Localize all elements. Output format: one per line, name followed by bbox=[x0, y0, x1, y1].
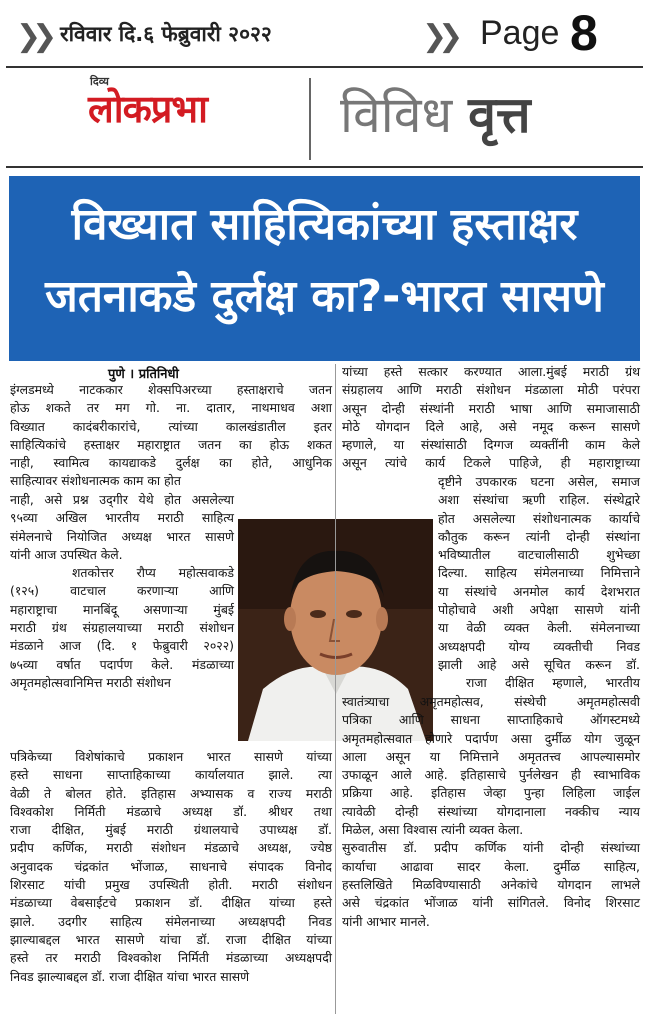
article-text-line: इंग्लडमध्ये नाटककार शेक्सपिअरच्या हस्ताक्षराचे जतन bbox=[10, 382, 332, 397]
article-text-line: अनुवादक चंद्रकांत भोंजाळ, साधनाचे संपादक विनोद bbox=[10, 858, 332, 874]
headline-line-1: विख्यात साहित्यिकांच्या हस्ताक्षर bbox=[71, 199, 578, 250]
article-text-line: असून दोन्ही संस्थांनी मराठी भाषा आणि समाजासाठी bbox=[342, 400, 640, 416]
article-text-line: अध्यक्षपदी योग्य व्यक्तीची निवड bbox=[438, 638, 640, 654]
article-text-line: आला असून या निमित्ताने अमृततत्त्व आपल्यासमोर bbox=[342, 748, 640, 764]
brand-prefix: दिव्य bbox=[90, 75, 109, 88]
article-text-line: नाही, स्वामित्व कायद्याकडे दुर्लक्ष का होते, आधुनिक bbox=[10, 455, 332, 471]
article-text-line: नाही, असे प्रश्न उद्‌गीर येथे होत असलेल्या bbox=[10, 492, 234, 507]
article-text-line: यांनी आज उपस्थित केले. bbox=[10, 546, 123, 562]
article-text-line: पत्रिकेच्या विशेषांकाचे प्रकाशन भारत सासणे यांच्या bbox=[10, 749, 332, 764]
article-text-line: राजा दीक्षित, मुंबई मराठी ग्रंथालयाचे उपाध्यक्ष डॉ. bbox=[10, 822, 332, 838]
article-text-line: यांनी आभार मानले. bbox=[342, 913, 430, 929]
article-text-line: कौतुक करून त्यांनी दोन्ही संस्थांना bbox=[438, 528, 640, 544]
article-text-line: असे चंद्रकांत भोंजाळ यांनी सांगितले. विनोद शिरसाट bbox=[342, 895, 640, 911]
article-text-line: प्रदीप कर्णिक, मराठी संशोधन मंडळाचे अध्यक्ष, ज्येष्ठ bbox=[10, 840, 332, 856]
page-label: Page bbox=[480, 14, 560, 52]
article-text-line: कार्याचा आढावा सादर केला. दुर्मीळ साहित्य, bbox=[342, 858, 640, 874]
headline-banner bbox=[9, 176, 640, 361]
article-text-line: अमृतमहोत्सवात होणारे पदार्पण असा दुर्मीळ योग जुळून bbox=[342, 730, 640, 746]
article-text-line: हस्ते साधना साप्ताहिकाच्या कार्यालयात झाले. त्या bbox=[10, 767, 332, 783]
brand-logo: लोकप्रभा bbox=[88, 87, 207, 131]
article-text-line: वेळी ते बोलत होते. इतिहास अभ्यासक व राज्य मराठी bbox=[10, 785, 332, 801]
article-text-line: हस्ते तर मराठी विश्वकोश निर्मिती मंडळाच्या अध्यक्षपदी bbox=[10, 950, 332, 966]
article-text-line: असून त्यांचे कार्य टिकले पाहिजे, ही महाराष्ट्राच्या bbox=[342, 455, 640, 471]
page-header bbox=[0, 0, 649, 66]
article-text-line: शिरसाट यांची प्रमुख उपस्थिती होती. मराठी संशोधन bbox=[10, 877, 332, 893]
issue-date: रविवार दि.६ फेब्रुवारी २०२२ bbox=[60, 22, 272, 46]
section-title-light: विविध bbox=[340, 86, 453, 144]
byline: पुणे । प्रतिनिधी bbox=[108, 367, 179, 382]
column-rule bbox=[335, 364, 336, 1014]
page-number: 8 bbox=[570, 5, 598, 61]
article-text-line: या वेळी व्यक्त केली. संमेलनाच्या bbox=[438, 620, 640, 636]
article-text-line: या संस्थांचे अनमोल कार्य देशभरात bbox=[438, 583, 640, 599]
article-text-line: संग्रहालय आणि मराठी संशोधन मंडळाला मोठी परंपरा bbox=[342, 382, 640, 398]
section-title-bold: वृत्त bbox=[468, 86, 531, 144]
article-text-line: उफाळून आले आहे. इतिहासाचे पुर्नलेखन ही स्वाभाविक bbox=[342, 767, 640, 783]
column-2-top-text bbox=[342, 363, 640, 473]
article-text-line: विख्यात कादंबरीकारांचे, त्यांच्या कालखंडातील इतर bbox=[10, 418, 332, 434]
article-text-line: संमेलनाचे नियोजित अध्यक्ष भारत सासणे bbox=[10, 528, 234, 544]
article-text-line: पत्रिका आणि साधना साप्ताहिकाचे ऑगस्टमध्ये bbox=[342, 712, 640, 728]
column-1-bottom-text bbox=[10, 748, 332, 986]
article-text-line: होऊ शकते तर मग गो. ना. दातार, नाथमाधव अशा bbox=[10, 400, 332, 416]
article-text-line: ७५व्या वर्षात पदार्पण केले. मंडळाच्या bbox=[10, 656, 234, 672]
column-2-wrap-text bbox=[438, 473, 640, 693]
article-text-line: अशा संस्थांचा ऋणी राहिल. संस्थेद्वारे bbox=[438, 492, 640, 508]
double-chevron-icon: ❯❯ bbox=[16, 19, 49, 54]
article-text-line: मिळेल, असा विश्वास त्यांनी व्यक्त केला. bbox=[342, 822, 524, 838]
article-text-line: (१२५) वाटचाल करणाऱ्या आणि bbox=[10, 583, 234, 599]
article-text-line: झाल्याबद्दल भारत सासणे यांचा डॉ. राजा दीक्षित यांच्या bbox=[10, 931, 332, 947]
article-text-line: अमृतमहोत्सवानिमित्त मराठी संशोधन bbox=[10, 674, 171, 690]
masthead-divider bbox=[309, 78, 311, 160]
article-text-line: मोठे योगदान दिले आहे, असे नमूद करून सासणे bbox=[342, 418, 640, 434]
article-text-line: म्हणाले, या संस्थांसाठी दिग्गज व्यक्तींनी काम केले bbox=[342, 437, 640, 453]
article-text-line: झाली आहे असे सूचित करून डॉ. bbox=[438, 656, 640, 672]
article-text-line: ९५व्या अखिल भारतीय मराठी साहित्य bbox=[10, 510, 234, 526]
article-text-line: राजा दीक्षित म्हणाले, भारतीय bbox=[466, 675, 640, 691]
article-text-line: दिल्या. साहित्य संमेलनाच्या निमित्ताने bbox=[438, 565, 640, 581]
header-rule bbox=[6, 66, 643, 68]
article-text-line: मराठी ग्रंथ संग्रहालयाच्या मराठी संशोधन bbox=[10, 620, 234, 636]
column-1-wrap-text bbox=[10, 491, 234, 692]
article-text-line: दृष्टीने उपकारक घटना असेल, समाज bbox=[438, 474, 640, 489]
article-text-line: प्रक्रिया आहे. इतिहास जेव्हा पुन्हा लिहिला जाईल bbox=[342, 785, 640, 801]
article-text-line: भविष्यातील वाटचालीसाठी शुभेच्छा bbox=[438, 547, 640, 563]
article-text-line: साहित्यावर संशोधनात्मक काम का होत bbox=[10, 473, 181, 489]
article-text-line: महाराष्ट्राचा मानबिंदू असणाऱ्या मुंबई bbox=[10, 601, 234, 617]
article-text-line: निवड झाल्याबद्दल डॉ. राजा दीक्षित यांचा भारत सासणे bbox=[10, 968, 250, 984]
article-text-line: सुरुवातीस डॉ. प्रदीप कर्णिक यांनी दोन्ही संस्थांच्या bbox=[342, 840, 640, 856]
article-text-line: यांच्या हस्ते सत्कार करण्यात आला.मुंबई मराठी ग्रंथ bbox=[342, 364, 640, 379]
article-text-line: मंडळाच्या वेबसाईटचे प्रकाशन डॉ. दीक्षित यांच्या हस्ते bbox=[10, 895, 332, 911]
article-text-line: होत असलेल्या संशोधनात्मक कार्याचे bbox=[438, 510, 640, 526]
double-chevron-icon: ❯❯ bbox=[422, 19, 455, 54]
column-1-top-text bbox=[10, 381, 332, 491]
article-text-line: त्यावेळी दोन्ही संस्थांच्या योगदानाला नक्कीच न्याय bbox=[342, 803, 640, 819]
article-text-line: पोहोचावे अशी अपेक्षा सासणे यांनी bbox=[438, 602, 640, 618]
section-title bbox=[340, 76, 531, 154]
article-text-line: हस्तलिखिते मिळविण्यासाठी अनेकांचे योगदान लाभले bbox=[342, 876, 640, 892]
article-text-line: मंडळाने आज (दि. १ फेब्रुवारी २०२२) bbox=[10, 638, 234, 654]
article-text-line: स्वातंत्र्याचा अमृतमहोत्सव, संस्थेची अमृतमहोत्सवी bbox=[342, 694, 640, 709]
column-2-bottom-text bbox=[342, 693, 640, 931]
article-text-line: विश्वकोश निर्मिती मंडळाचे अध्यक्ष डॉ. श्रीधर तथा bbox=[10, 803, 332, 819]
article-text-line: शतकोत्तर रौप्य महोत्सवाकडे bbox=[72, 565, 234, 581]
headline-line-2: जतनाकडे दुर्लक्ष का?-भारत सासणे bbox=[45, 271, 604, 322]
masthead-rule bbox=[6, 166, 643, 168]
article-text-line: साहित्यिकांचे हस्ताक्षर महाराष्ट्रात जतन का होऊ शकत bbox=[10, 436, 332, 452]
article-text-line: झाले. उदगीर साहित्य संमेलनाच्या अध्यक्षपदी निवड bbox=[10, 913, 332, 929]
